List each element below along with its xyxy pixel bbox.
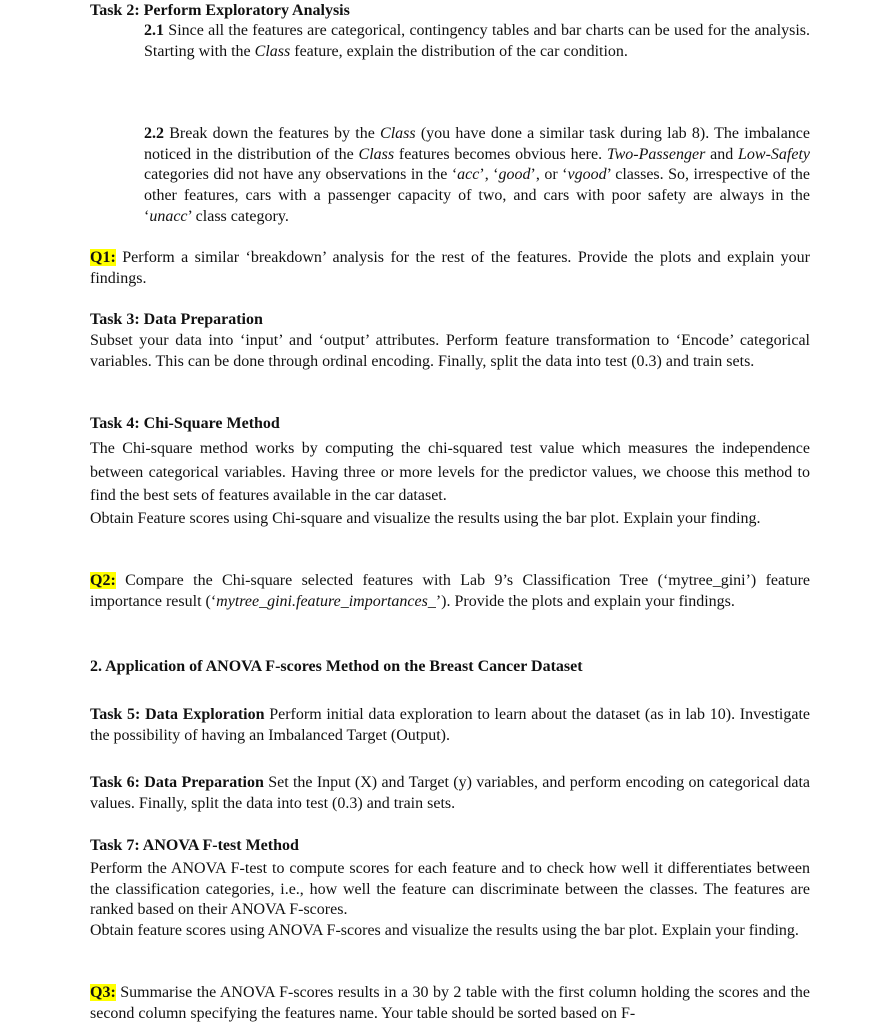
task4-paragraph-1: The Chi-square method works by computing the chi-squared test value which measures the independence between categorical variables. Having three or more levels for the predictor values, we choose this method to find the best sets of features available in the car dataset.: [90, 440, 810, 504]
task2-paragraph-2-2: 2.2 Break down the features by the Class (you have done a similar task during lab 8). The imbalance noticed in the distribution of the Class features becomes obvious here. Two-Passenger and Low-Safety categories did not have any observations in the ‘acc’, ‘good’, or ‘vgood’ classes. So, irrespective of the other features, cars with a passenger capacity of two, and cars with poor safety are always in the ‘unacc’ class category.: [144, 125, 811, 225]
task3-paragraph: Subset your data into ‘input’ and ‘output’ attributes. Perform feature transformation to ‘Encode’ categorical variables. This can be done through ordinal encoding. Finally, split the data into test (0.3) and train sets.: [90, 332, 810, 370]
section2-heading: 2. Application of ANOVA F-scores Method on the Breast Cancer Dataset: [90, 658, 583, 675]
task4-heading: Task 4: Chi-Square Method: [90, 415, 280, 432]
task4-paragraph-2: Obtain Feature scores using Chi-square and visualize the results using the bar plot. Explain your finding.: [90, 510, 761, 527]
q3-label: Q3:: [90, 984, 116, 1001]
task2-heading: Task 2: Perform Exploratory Analysis: [90, 2, 350, 19]
task7-heading: Task 7: ANOVA F-test Method: [90, 837, 299, 854]
task7-paragraph-1: Perform the ANOVA F-test to compute scores for each feature and to check how well it differentiates between the classification categories, i.e., how well the feature can discriminate between the classes. The features are ranked based on their ANOVA F-scores.: [90, 860, 810, 919]
task2-paragraph-2-1: 2.1 Since all the features are categorical, contingency tables and bar charts can be used for the analysis. Starting with the Class feature, explain the distribution of the car condition.: [144, 22, 810, 60]
task7-paragraph-2: Obtain feature scores using ANOVA F-scores and visualize the results using the bar plot. Explain your finding.: [90, 922, 799, 939]
q2-paragraph: Q2: Compare the Chi-square selected features with Lab 9’s Classification Tree (‘mytree_gini’) feature importance result (‘mytree_gini.feature_importances_’). Provide the plots and explain your findings.: [90, 572, 810, 610]
q1-label: Q1:: [90, 249, 116, 266]
q2-label: Q2:: [90, 572, 116, 589]
task6-paragraph: Task 6: Data Preparation Set the Input (X) and Target (y) variables, and perform encoding on categorical data values. Finally, split the data into test (0.3) and train sets.: [90, 774, 811, 812]
q3-paragraph: Q3: Summarise the ANOVA F-scores results in a 30 by 2 table with the first column holding the scores and the second column specifying the features name. Your table should be sorted based on F-: [90, 984, 810, 1022]
task3-heading: Task 3: Data Preparation: [90, 311, 263, 328]
task5-paragraph: Task 5: Data Exploration Perform initial data exploration to learn about the dataset (as in lab 10). Investigate the possibility of having an Imbalanced Target (Output).: [90, 706, 810, 744]
q1-paragraph: Q1: Perform a similar ‘breakdown’ analysis for the rest of the features. Provide the plots and explain your findings.: [90, 249, 810, 287]
